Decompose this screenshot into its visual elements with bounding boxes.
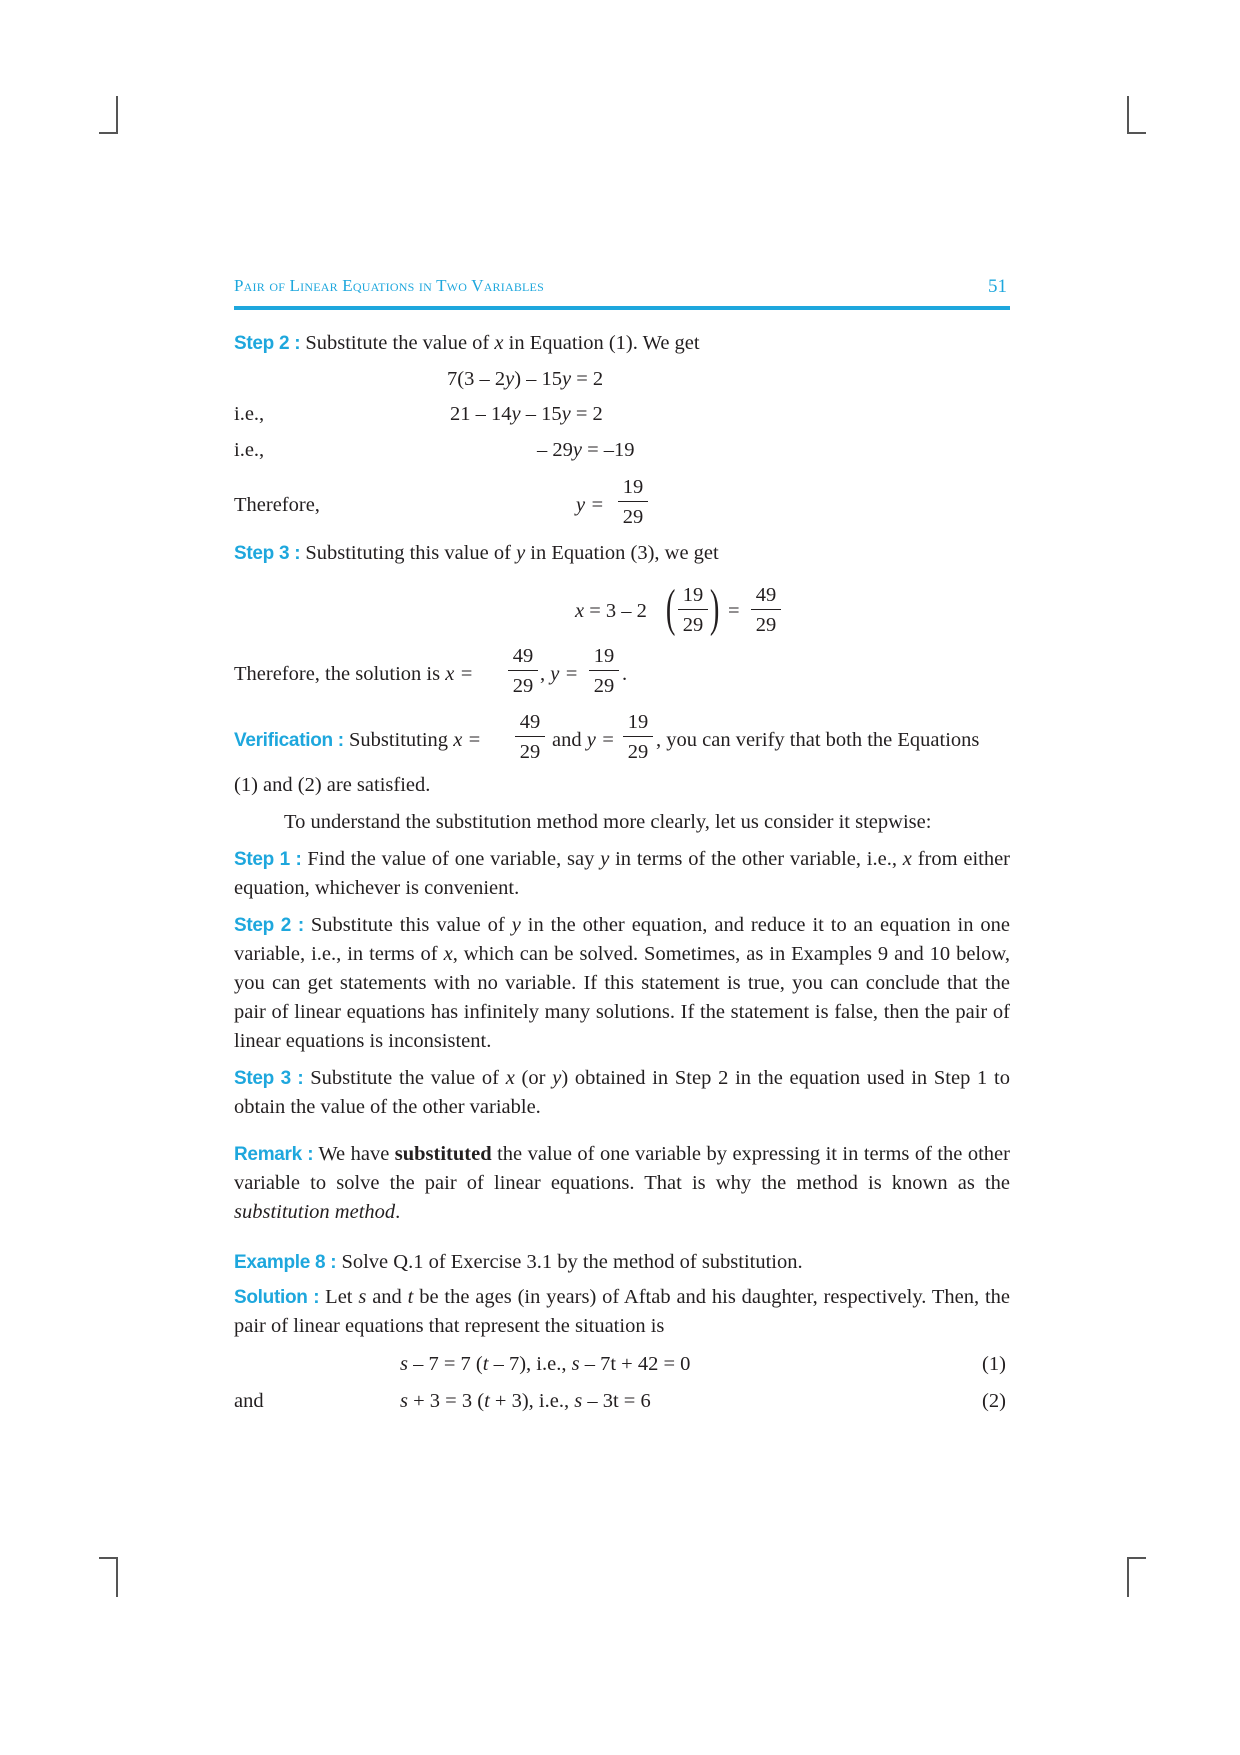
header-rule (234, 306, 1010, 310)
step2-intro: Step 2 : Substitute the value of x in Equation (1). We get (234, 332, 700, 354)
crop-mark-top-right-horizontal (1127, 132, 1146, 134)
crop-mark-bottom-right-vertical (1127, 1557, 1129, 1597)
solution-end: . (622, 663, 628, 685)
verification-line-2: (1) and (2) are satisfied. (234, 774, 431, 796)
x-equation: x = 3 – 2 (575, 600, 647, 622)
crop-mark-bottom-left-vertical (116, 1557, 118, 1597)
fraction-solution-x: $\frac{49}{29}$ (508, 645, 538, 697)
crop-mark-top-left-vertical (116, 96, 118, 134)
derivation-prefix-2: i.e., (234, 403, 265, 425)
fraction-verify-x: $\frac{49}{29}$ (515, 711, 545, 763)
solution-label: Solution : (234, 1287, 320, 1308)
left-paren: ( (665, 580, 676, 637)
equation-2-tag: (2) (982, 1390, 1006, 1412)
equation-2: s + 3 = 3 (t + 3), i.e., s – 3t = 6 (400, 1390, 651, 1412)
verification-and: and y = (552, 729, 615, 751)
derivation-line-1: 7(3 – 2y) – 15y = 2 (447, 368, 604, 390)
running-header-title: Pair of Linear Equations in Two Variables (234, 276, 544, 295)
intro-paragraph: To understand the substitution method more clearly, let us consider it stepwise: (284, 811, 932, 833)
derivation-line-3: – 29y = –19 (537, 439, 635, 461)
fraction-x-result: $\frac{49}{29}$ (751, 584, 781, 636)
step3-intro: Step 3 : Substituting this value of y in Equation (3), we get (234, 542, 719, 564)
right-paren: ) (709, 580, 720, 637)
step-label: Step 1 : (234, 849, 302, 870)
equation-2-prefix: and (234, 1390, 264, 1412)
fraction-verify-y: $\frac{19}{29}$ (623, 711, 653, 763)
solution-line: Therefore, the solution is x = (234, 663, 474, 685)
solution-y-label: , y = (540, 663, 579, 685)
remark-paragraph: Remark : We have substituted the value of one variable by expressing it in terms of the other variable to solve the pair of linear equations. That is why the method is known as the substitution method. (234, 1143, 1010, 1223)
step-3-paragraph: Step 3 : Substitute the value of x (or y) obtained in Step 2 in the equation used in Step 1 to obtain the value of the other variable. (234, 1067, 1010, 1118)
fraction-solution-y: $\frac{19}{29}$ (589, 645, 619, 697)
solution-paragraph: Solution : Let s and t be the ages (in years) of Aftab and his daughter, respectively. Then, the pair of linear equations that represent the situation is (234, 1286, 1011, 1337)
verification-line: Verification : Substituting x = (234, 729, 482, 751)
step-label: Step 2 : (234, 915, 304, 936)
verification-label: Verification : (234, 730, 344, 751)
derivation-prefix-3: i.e., (234, 439, 265, 461)
fraction-inner: $\frac{19}{29}$ (678, 584, 708, 636)
step-label: Step 3 : (234, 543, 301, 564)
equation-1: s – 7 = 7 (t – 7), i.e., s – 7t + 42 = 0 (400, 1353, 691, 1375)
y-equals: y = (576, 494, 605, 516)
example-label: Example 8 : (234, 1252, 337, 1273)
crop-mark-top-left-horizontal (99, 132, 118, 134)
step-label: Step 3 : (234, 1068, 304, 1089)
verification-tail: , you can verify that both the Equations (656, 729, 980, 751)
example-heading: Example 8 : Solve Q.1 of Exercise 3.1 by the method of substitution. (234, 1251, 803, 1273)
page-number: 51 (988, 276, 1007, 297)
equals-sign: = (728, 600, 740, 622)
step-label: Step 2 : (234, 333, 301, 354)
step-1-paragraph: Step 1 : Find the value of one variable, say y in terms of the other variable, i.e., x from either equation, whichever is convenient. (234, 848, 1011, 899)
therefore-label: Therefore, (234, 494, 320, 516)
equation-1-tag: (1) (982, 1353, 1006, 1375)
crop-mark-top-right-vertical (1127, 96, 1129, 134)
step-2-paragraph: Step 2 : Substitute this value of y in the other equation, and reduce it to an equation in one variable, i.e., in terms of x, which can be solved. Sometimes, as in Examples 9 and 10 below, you can get statements with no variable. If this statement is true, you can conclude that the pair of linear equations has infinitely many solutions. If the statement is false, then the pair of linear equations is inconsistent. (234, 914, 1010, 1052)
remark-label: Remark : (234, 1144, 314, 1165)
derivation-line-2: 21 – 14y – 15y = 2 (450, 403, 603, 425)
fraction-y-value: $\frac{19}{29}$ (618, 476, 648, 528)
crop-mark-bottom-right-horizontal (1127, 1557, 1146, 1559)
